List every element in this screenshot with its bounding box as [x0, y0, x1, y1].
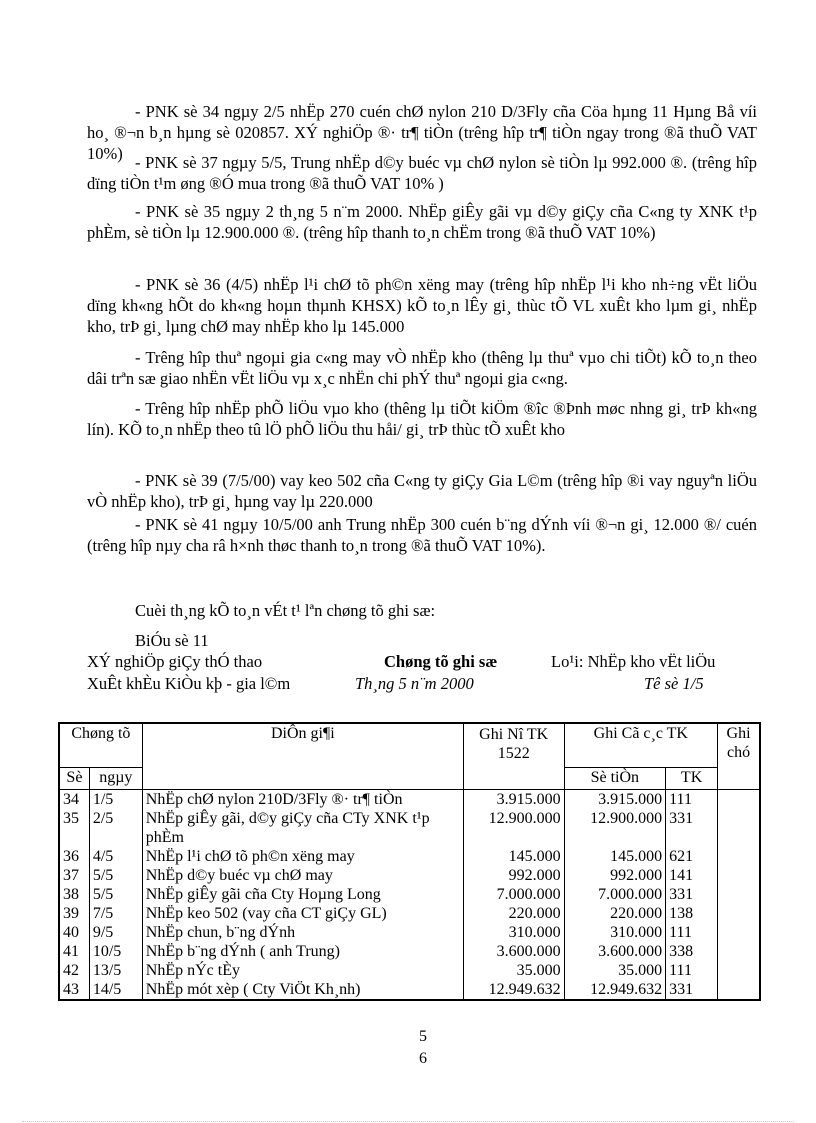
cell-tk: 111 [666, 961, 718, 980]
cell-note [718, 847, 760, 866]
table-row [59, 866, 760, 885]
cell-number: 42 [59, 961, 89, 980]
cell-number: 35 [59, 809, 89, 847]
cell-date: 4/5 [89, 847, 142, 866]
cell-debit: 35.000 [463, 961, 564, 980]
company-location: XuÊt khÈu KiÒu kþ - gia l©m [87, 674, 291, 693]
table-row [59, 847, 760, 866]
cell-date: 5/5 [89, 866, 142, 885]
table-row [59, 942, 760, 961]
header-voucher: Chøng tõ [59, 723, 142, 767]
header-note: Ghi chó [718, 723, 760, 789]
cell-number: 43 [59, 980, 89, 1000]
table-row [59, 885, 760, 904]
cell-tk: 621 [666, 847, 718, 866]
form-title: Chøng tõ ghi sæ [384, 652, 498, 671]
cell-amount: 12.949.632 [564, 980, 666, 1000]
cell-debit: 7.000.000 [463, 885, 564, 904]
table-row [59, 809, 760, 847]
cell-date: 1/5 [89, 789, 142, 809]
cell-description: NhËp chun, b¨ng dÝnh [142, 923, 463, 942]
cell-description: NhËp d©y buéc vµ chØ may [142, 866, 463, 885]
cell-number: 39 [59, 904, 89, 923]
header-number: Sè [59, 767, 89, 789]
cell-debit: 310.000 [463, 923, 564, 942]
cell-description: NhËp nÝc tÈy [142, 961, 463, 980]
header-description: DiÔn gi¶i [142, 723, 463, 789]
paragraph-5: - Trêng hîp thuª ngoµi gia c«ng may vÒ nhËp kho (thêng lµ thuª vµo chi tiÕt) kÕ to¸n theo dâi trªn sæ giao nhËn vËt liÖu vµ x¸c nhËn chi phÝ thuª ngoµi gia c«ng. [87, 348, 757, 388]
paragraph-6: - Trêng hîp nhËp phÕ liÖu vµo kho (thêng lµ tiÕt kiÖm ®îc ®Þnh møc nhng gi¸ trÞ kh«ng lín). KÕ to¸n nhËp theo tû lÖ phÕ liÖu thu håi/ gi¸ trÞ thùc tÕ xuÊt kho [87, 399, 757, 439]
cell-note [718, 980, 760, 1000]
cell-debit: 12.900.000 [463, 809, 564, 847]
cell-note [718, 942, 760, 961]
cell-note [718, 904, 760, 923]
header-amount: Sè tiÒn [564, 767, 666, 789]
cell-debit: 12.949.632 [463, 980, 564, 1000]
cell-debit: 145.000 [463, 847, 564, 866]
cell-description: NhËp giÊy gãi, d©y giÇy cña CTy XNK t¹p phÈm [142, 809, 463, 847]
header-tk: TK [666, 767, 718, 789]
table-row [59, 904, 760, 923]
paragraph-2: - PNK sè 37 ngµy 5/5, Trung nhËp d©y buéc vµ chØ nylon sè tiÒn lµ 992.000 ®. (trêng hîp dïng tiÒn t¹m øng ®Ó mua trong ®ã thuÕ VAT 10% ) [87, 153, 757, 193]
cell-date: 9/5 [89, 923, 142, 942]
cell-amount: 3.600.000 [564, 942, 666, 961]
header-credit: Ghi Cã c¸c TK [564, 723, 718, 767]
paragraph-3: - PNK sè 35 ngµy 2 th¸ng 5 n¨m 2000. NhËp giÊy gãi vµ d©y giÇy cña C«ng ty XNK t¹p phÈm, sè tiÒn lµ 12.900.000 ®. (trêng hîp thanh to¸n chËm trong ®ã thuÕ VAT 10%) [87, 202, 757, 242]
cell-number: 38 [59, 885, 89, 904]
closing-line: Cuèi th¸ng kÕ to¸n vÉt t¹ lªn chøng tõ ghi sæ: [135, 601, 436, 620]
cell-note [718, 789, 760, 809]
cell-description: NhËp b¨ng dÝnh ( anh Trung) [142, 942, 463, 961]
header-debit: Ghi Nî TK 1522 [463, 723, 564, 789]
cell-note [718, 866, 760, 885]
cell-debit: 220.000 [463, 904, 564, 923]
table-row [59, 980, 760, 1000]
cell-date: 10/5 [89, 942, 142, 961]
cell-date: 5/5 [89, 885, 142, 904]
cell-tk: 111 [666, 789, 718, 809]
cell-debit: 3.915.000 [463, 789, 564, 809]
cell-note [718, 961, 760, 980]
page-divider [22, 1121, 794, 1122]
paragraph-8: - PNK sè 41 ngµy 10/5/00 anh Trung nhËp 300 cuén b¨ng dÝnh víi ®¬n gi¸ 12.000 ®/ cuén (trêng hîp nµy cha râ h×nh thøc thanh to¸n trong ®ã thuÕ VAT 10%). [87, 515, 757, 555]
sheet-number: Tê sè 1/5 [644, 674, 704, 693]
cell-tk: 338 [666, 942, 718, 961]
cell-amount: 992.000 [564, 866, 666, 885]
cell-amount: 145.000 [564, 847, 666, 866]
table-row [59, 923, 760, 942]
form-number: BiÓu sè 11 [135, 631, 209, 650]
cell-debit: 992.000 [463, 866, 564, 885]
cell-date: 13/5 [89, 961, 142, 980]
cell-date: 14/5 [89, 980, 142, 1000]
cell-amount: 310.000 [564, 923, 666, 942]
cell-number: 34 [59, 789, 89, 809]
cell-tk: 138 [666, 904, 718, 923]
company-name: XÝ nghiÖp giÇy thÓ thao [87, 652, 263, 671]
cell-number: 37 [59, 866, 89, 885]
paragraph-4: - PNK sè 36 (4/5) nhËp l¹i chØ tõ ph©n xëng may (trêng hîp nhËp l¹i kho nh÷ng vËt liÖu dïng kh«ng hÕt do kh«ng hoµn thµnh KHSX) kÕ to¸n lÊy gi¸ thùc tÕ VL xuÊt kho lµm gi¸ nhËp kho, trÞ gi¸ lµng chØ may nhËp kho lµ 145.000 [87, 275, 757, 336]
voucher-table [58, 722, 761, 1001]
cell-amount: 35.000 [564, 961, 666, 980]
cell-date: 7/5 [89, 904, 142, 923]
cell-amount: 220.000 [564, 904, 666, 923]
cell-debit: 3.600.000 [463, 942, 564, 961]
cell-tk: 141 [666, 866, 718, 885]
cell-description: NhËp keo 502 (vay cña CT giÇy GL) [142, 904, 463, 923]
cell-number: 41 [59, 942, 89, 961]
header-date: ngµy [89, 767, 142, 789]
page-number-bottom: 6 [419, 1050, 427, 1067]
table-row [59, 789, 760, 809]
paragraph-7: - PNK sè 39 (7/5/00) vay keo 502 cña C«ng ty giÇy Gia L©m (trêng hîp ®i vay nguyªn liÖu vÒ nhËp kho), trÞ gi¸ hµng vay lµ 220.000 [87, 471, 757, 511]
page-number-top: 5 [419, 1028, 427, 1045]
cell-number: 36 [59, 847, 89, 866]
form-type: Lo¹i: NhËp kho vËt liÖu [551, 652, 716, 671]
cell-note [718, 885, 760, 904]
cell-description: NhËp giÊy gãi cña Cty Hoµng Long [142, 885, 463, 904]
cell-description: NhËp chØ nylon 210D/3Fly ®· tr¶ tiÒn [142, 789, 463, 809]
cell-tk: 331 [666, 980, 718, 1000]
cell-date: 2/5 [89, 809, 142, 847]
cell-number: 40 [59, 923, 89, 942]
cell-amount: 3.915.000 [564, 789, 666, 809]
form-period: Th¸ng 5 n¨m 2000 [355, 674, 474, 693]
cell-note [718, 809, 760, 847]
cell-tk: 111 [666, 923, 718, 942]
cell-tk: 331 [666, 885, 718, 904]
cell-amount: 7.000.000 [564, 885, 666, 904]
cell-description: NhËp l¹i chØ tõ ph©n xëng may [142, 847, 463, 866]
cell-amount: 12.900.000 [564, 809, 666, 847]
table-row [59, 961, 760, 980]
cell-tk: 331 [666, 809, 718, 847]
cell-description: NhËp mót xèp ( Cty ViÖt Kh¸nh) [142, 980, 463, 1000]
cell-note [718, 923, 760, 942]
paragraph-1: - PNK sè 34 ngµy 2/5 nhËp 270 cuén chØ nylon 210 D/3Fly cña Cöa hµng 11 Hµng Bå víi ho¸ ®¬n b¸n hµng sè 020857. XÝ nghiÖp ®· tr¶ tiÒn (trêng hîp tr¶ tiÒn ngay trong ®ã thuÕ VAT 10%) [87, 102, 757, 163]
